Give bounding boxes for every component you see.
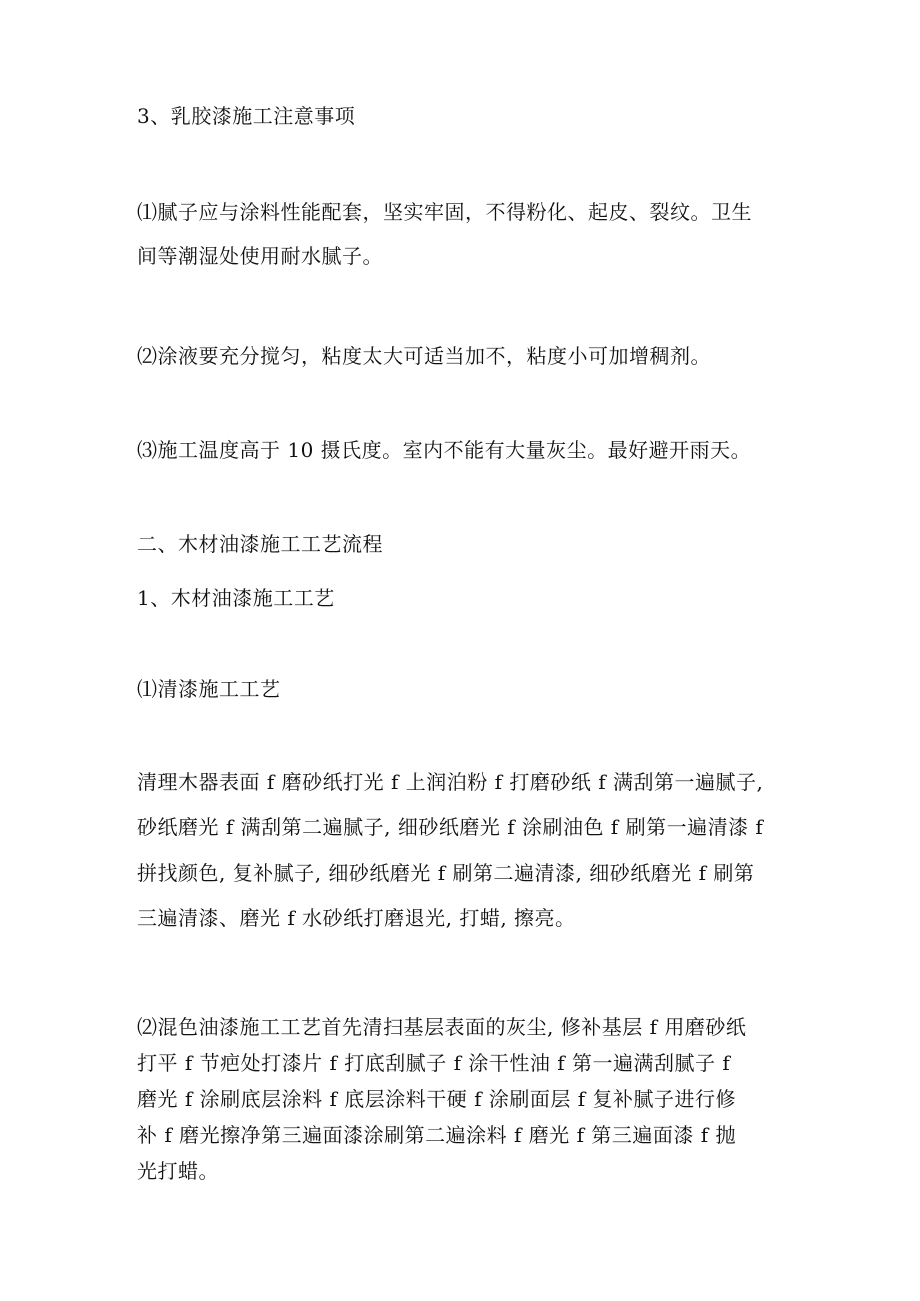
paragraph-1-line-1: ⑴腻子应与涂料性能配套，坚实牢固，不得粉化、起皮、裂纹。卫生 <box>137 200 752 224</box>
part-heading-2: 二、木材油漆施工工艺流程 <box>137 532 383 556</box>
paragraph-4-line-3: 拼找颜色, 复补腻子, 细砂纸磨光 f 刷第二遍清漆, 细砂纸磨光 f 刷第 <box>137 861 755 885</box>
paragraph-1-line-2: 间等潮湿处使用耐水腻子。 <box>137 244 383 268</box>
paragraph-5-line-5: 光打蜡。 <box>137 1159 219 1183</box>
paragraph-5-line-4: 补 f 磨光擦净第三遍面漆涂刷第二遍涂料 f 磨光 f 第三遍面漆 f 抛 <box>137 1123 736 1147</box>
paragraph-5-line-2: 打平 f 节疤处打漆片 f 打底刮腻子 f 涂干性油 f 第一遍满刮腻子 f <box>137 1051 731 1075</box>
paragraph-2: ⑵涂液要充分搅匀，粘度太大可适当加不，粘度小可加增稠剂。 <box>137 344 711 368</box>
paragraph-3: ⑶施工温度高于 10 摄氏度。室内不能有大量灰尘。最好避开雨天。 <box>137 438 752 462</box>
paragraph-5-line-3: 磨光 f 涂刷底层涂料 f 底层涂料干硬 f 涂刷面层 f 复补腻子进行修 <box>137 1087 736 1111</box>
paragraph-4-line-4: 三遍清漆、磨光 f 水砂纸打磨退光, 打蜡, 擦亮。 <box>137 906 576 930</box>
paragraph-4-line-1: 清理木器表面 f 磨砂纸打光 f 上润泊粉 f 打磨砂纸 f 满刮第一遍腻子, <box>137 770 764 794</box>
paragraph-4-line-2: 砂纸磨光 f 满刮第二遍腻子, 细砂纸磨光 f 涂刷油色 f 刷第一遍清漆 f <box>137 815 764 839</box>
item-heading-1: ⑴清漆施工工艺 <box>137 677 281 701</box>
paragraph-5-line-1: ⑵混色油漆施工工艺首先清扫基层表面的灰尘, 修补基层 f 用磨砂纸 <box>137 1015 747 1039</box>
section-heading-3: 3、乳胶漆施工注意事项 <box>137 104 356 128</box>
subsection-heading-1: 1、木材油漆施工工艺 <box>137 586 335 610</box>
